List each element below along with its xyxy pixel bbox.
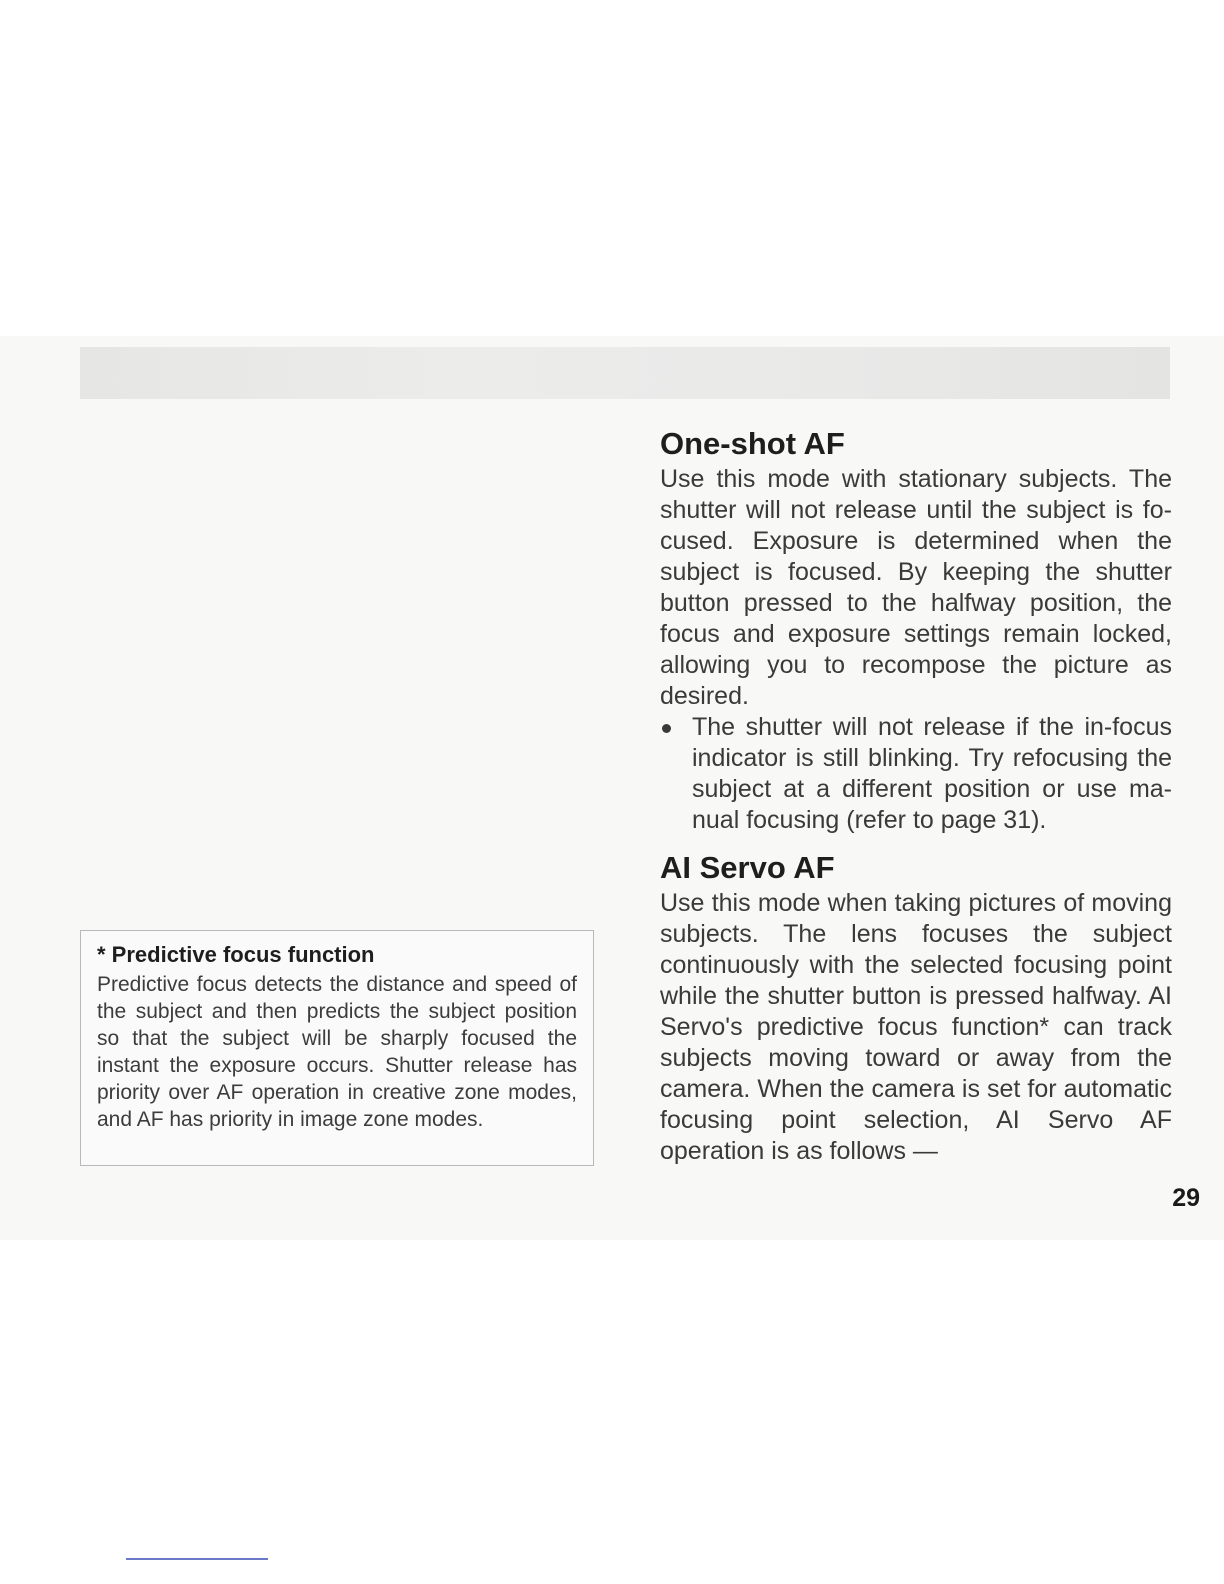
note-text: Predictive focus detects the distance and speed of the subject and then predicts the subject position so that the subject will be sharply focused the instant the exposure occurs. Shutter release has priority over AF operation in creative zone modes, and AF has priority in image zone modes. bbox=[97, 973, 577, 1131]
one-shot-heading: One-shot AF bbox=[660, 426, 845, 461]
one-shot-bullet-text: The shutter will not release if the in-focus indicator is still blinking. Try refocusing the subject at a different position or use manual focusing (refer to page 31). bbox=[692, 713, 1172, 834]
header-bar bbox=[80, 347, 1170, 399]
footer-rule bbox=[126, 1558, 268, 1560]
ai-servo-paragraph: Use this mode when taking pictures of moving subjects. The lens focuses the subject continuously with the selected focusing point while the shutter button is pressed halfway. AI Servo's predictive focus function* can track subjects moving toward or away from the camera. When the camera is set for automatic focusing point selection, AI Servo AF operation is as follows — bbox=[660, 889, 1172, 1165]
ai-servo-section bbox=[660, 848, 1172, 1167]
bullet-dot-icon bbox=[662, 724, 671, 733]
note-title: * Predictive focus function bbox=[97, 942, 375, 967]
main-column bbox=[660, 424, 1172, 1167]
ai-servo-heading: AI Servo AF bbox=[660, 850, 835, 885]
one-shot-bullet bbox=[660, 712, 1172, 836]
predictive-focus-note bbox=[80, 930, 594, 1166]
one-shot-section bbox=[660, 424, 1172, 836]
one-shot-paragraph: Use this mode with stationary subjects. The shutter will not release until the subject is focused. Exposure is determined when the subject is focused. By keeping the shutter button pressed to the halfway position, the focus and exposure settings remain locked, allowing you to recompose the picture as desired. bbox=[660, 465, 1172, 710]
page-number: 29 bbox=[1172, 1184, 1200, 1212]
